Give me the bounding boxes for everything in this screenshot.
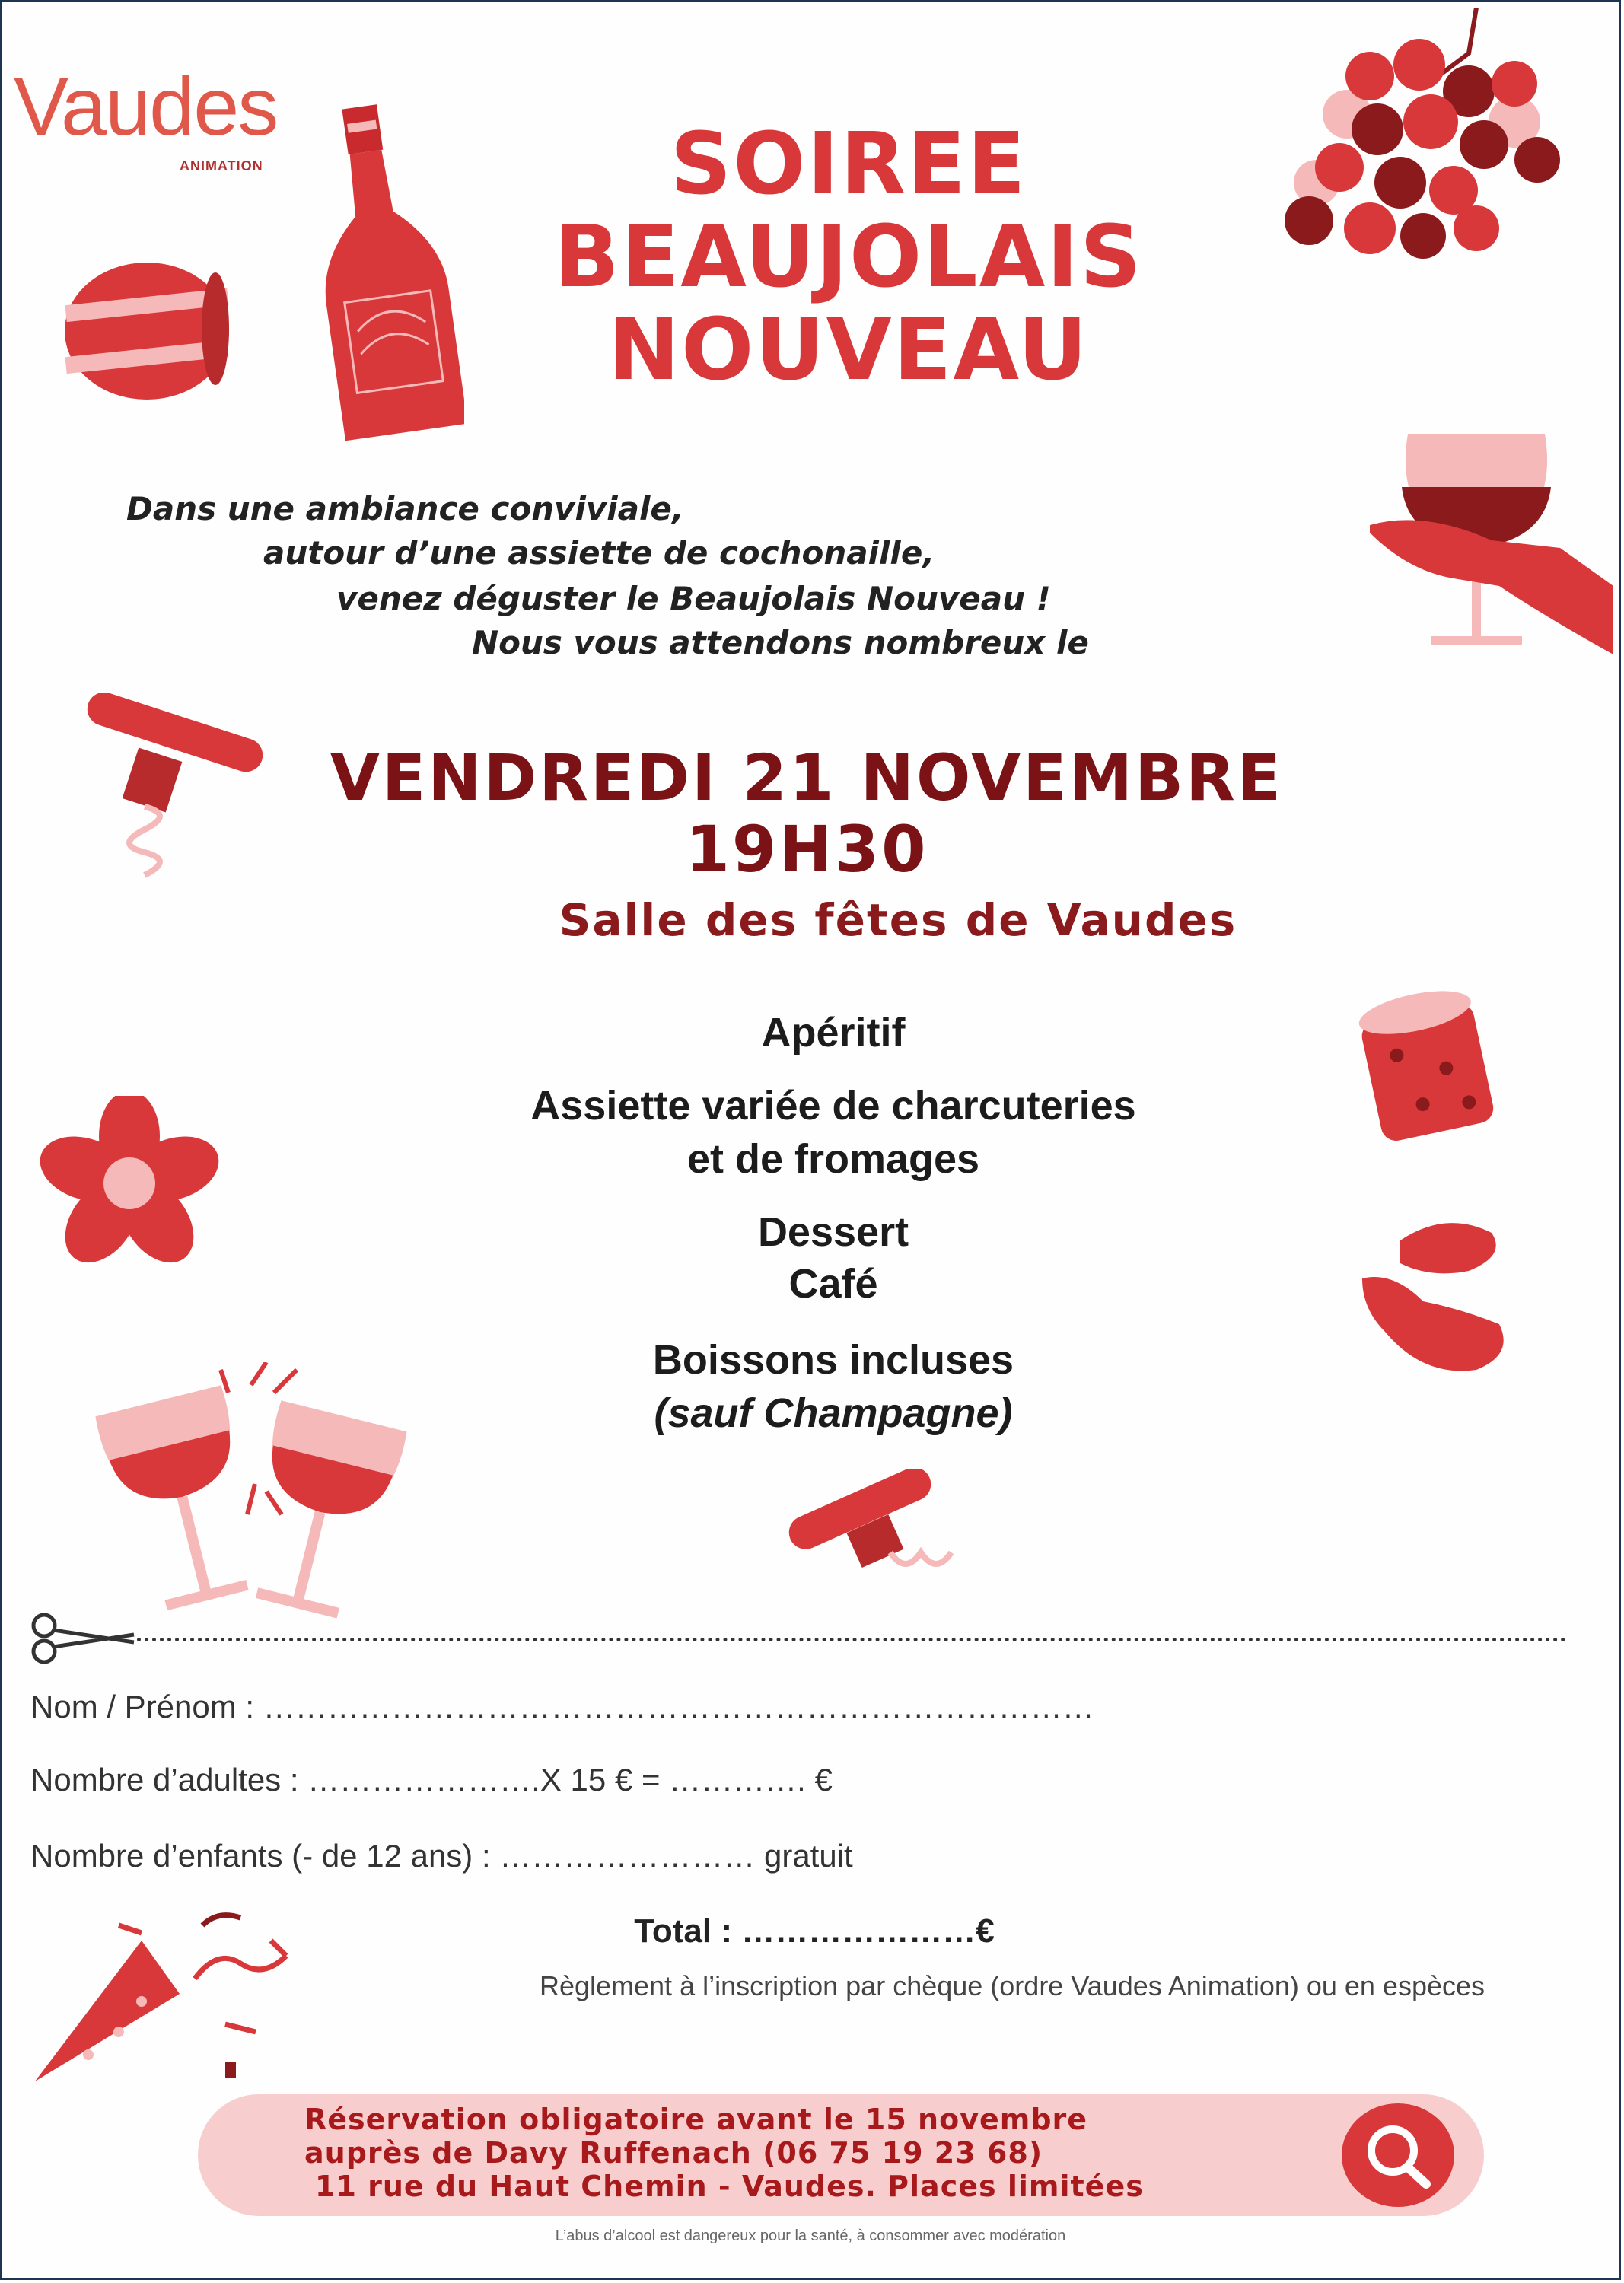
logo-vaudes: Vaudes	[14, 60, 278, 152]
reservation-line-3: 11 rue du Haut Chemin - Vaudes. Places limitées	[315, 2170, 1144, 2203]
barrel-icon	[59, 259, 234, 403]
logo-subtitle: ANIMATION	[180, 158, 263, 174]
event-date: VENDREDI 21 NOVEMBRE	[330, 740, 1284, 815]
corkscrew-icon-2	[776, 1469, 959, 1606]
form-name-field: Nom / Prénom : ……………………………………………………………………	[30, 1689, 1094, 1724]
wine-glass-hand-icon	[1362, 426, 1613, 685]
intro-line-1: Dans une ambiance conviviale,	[126, 490, 684, 527]
event-venue: Salle des fêtes de Vaudes	[559, 894, 1237, 946]
grapes-icon	[1263, 8, 1583, 266]
intro-line-3: venez déguster le Beaujolais Nouveau !	[336, 580, 1051, 617]
intro-line-2: autour d’une assiette de cochonaille,	[263, 534, 935, 572]
menu-drinks-note: (sauf Champagne)	[654, 1390, 1013, 1436]
party-popper-icon	[27, 1910, 317, 2093]
menu-coffee: Café	[788, 1261, 878, 1307]
event-time: 19H30	[685, 812, 928, 887]
form-total-field: Total : …………………€	[634, 1912, 995, 1950]
cut-line	[137, 1638, 1566, 1641]
intro-line-4: Nous vous attendons nombreux le	[472, 624, 1089, 661]
form-adults-field: Nombre d’adultes : ………………….X 15 € = …………. €	[30, 1762, 833, 1797]
reservation-line-2: auprès de Davy Ruffenach (06 75 19 23 68)	[304, 2136, 1043, 2170]
health-warning: L’abus d’alcool est dangereux pour la santé, à consommer avec modération	[555, 2227, 1066, 2244]
flower-icon	[15, 1096, 244, 1271]
reservation-line-1: Réservation obligatoire avant le 15 novembre	[304, 2103, 1088, 2136]
menu-dessert: Dessert	[757, 1209, 909, 1255]
menu-aperitif: Apéritif	[761, 1010, 906, 1056]
cork-icon	[1347, 989, 1499, 1149]
title-line-1: SOIREE	[670, 115, 1027, 214]
title-line-2: BEAUJOLAIS	[554, 208, 1143, 307]
toasting-glasses-icon	[91, 1362, 419, 1621]
wine-splash-icon	[1355, 1218, 1522, 1377]
menu-plate-line-2: et de fromages	[686, 1136, 980, 1182]
menu-plate-line-1: Assiette variée de charcuteries	[530, 1083, 1136, 1129]
scissors-icon	[27, 1612, 142, 1665]
form-children-field: Nombre d’enfants (- de 12 ans) : …………………… gratuit	[30, 1838, 853, 1874]
menu-drinks: Boissons incluses	[652, 1337, 1014, 1383]
payment-note: Règlement à l’inscription par chèque (ordre Vaudes Animation) ou en espèces	[539, 1970, 1485, 2001]
title-line-3: NOUVEAU	[608, 301, 1089, 400]
search-icon	[1341, 2102, 1455, 2208]
